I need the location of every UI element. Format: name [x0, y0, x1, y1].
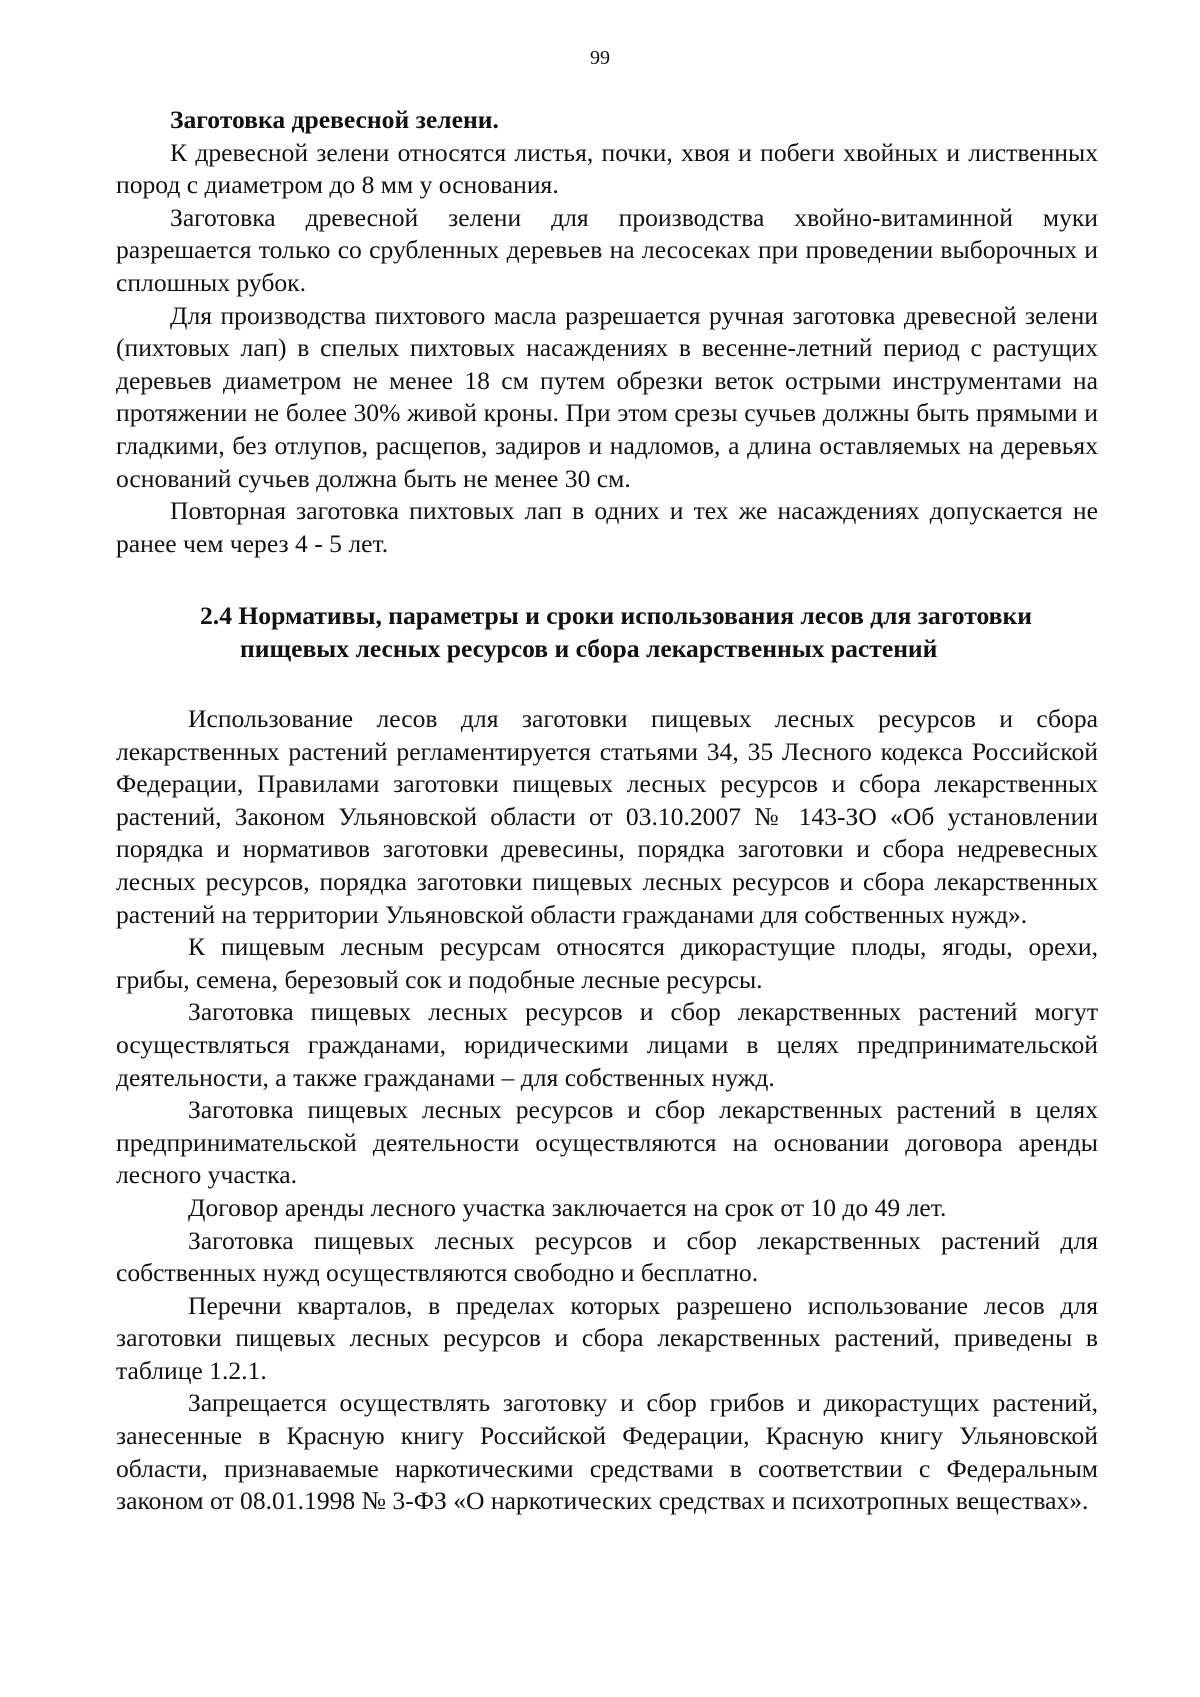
- paragraph: Заготовка древесной зелени для производства хвойно-витаминной муки разрешается только со срубленных деревьев на лесосеках при проведении выборочных и сплошных рубок.: [116, 202, 1098, 297]
- paragraph: К древесной зелени относятся листья, почки, хвоя и побеги хвойных и лиственных пород с диаметром до 8 мм у основания.: [116, 137, 1098, 200]
- section-heading-line: пищевых лесных ресурсов и сбора лекарственных растений: [240, 633, 938, 663]
- paragraph: Для производства пихтового масла разрешается ручная заготовка древесной зелени (пихтовых лап) в спелых пихтовых насаждениях в весенне-летний период с растущих деревьев диаметром не менее 18 см путем обрезки веток острыми инструментами на протяжении не более 30% живой кроны. При этом срезы сучьев должны быть прямыми и гладкими, без отлупов, расщепов, задиров и надломов, а длина оставляемых на деревьях оснований сучьев должна быть не менее 30 см.: [116, 300, 1098, 493]
- page-number: 99: [590, 47, 610, 69]
- paragraph: Договор аренды лесного участка заключается на срок от 10 до 49 лет.: [188, 1192, 947, 1222]
- section-body: [116, 703, 1098, 1518]
- section-heading: [116, 600, 1098, 665]
- paragraph: Заготовка пищевых лесных ресурсов и сбор лекарственных растений в целях предпринимательской деятельности осуществляются на основании договора аренды лесного участка.: [116, 1095, 1098, 1190]
- section-wood-greenery: [116, 104, 1098, 560]
- paragraph: Перечни кварталов, в пределах которых разрешено использование лесов для заготовки пищевых лесных ресурсов и сбора лекарственных растений, приведены в таблице 1.2.1.: [116, 1290, 1098, 1385]
- paragraph: Заготовка пищевых лесных ресурсов и сбор лекарственных растений могут осуществляться гражданами, юридическими лицами в целях предпринимательской деятельности, а также гражданами – для собственных нужд.: [116, 997, 1098, 1092]
- section-heading-line: 2.4 Нормативы, параметры и сроки использования лесов для заготовки: [200, 601, 1032, 630]
- paragraph: Запрещается осуществлять заготовку и сбор грибов и дикорастущих растений, занесенные в Красную книгу Российской Федерации, Красную книгу Ульяновской области, признаваемые наркотическими средствами в соответствии с Федеральным законом от 08.01.1998 № 3-ФЗ «О наркотических средствах и психотропных веществах».: [116, 1388, 1098, 1516]
- paragraph: Повторная заготовка пихтовых лап в одних и тех же насаждениях допускается не ранее чем через 4 - 5 лет.: [116, 496, 1098, 558]
- paragraph: К пищевым лесным ресурсам относятся дикорастущие плоды, ягоды, орехи, грибы, семена, березовый сок и подобные лесные ресурсы.: [116, 932, 1098, 994]
- paragraph: Использование лесов для заготовки пищевых лесных ресурсов и сбора лекарственных растений регламентируется статьями 34, 35 Лесного кодекса Российской Федерации, Правилами заготовки пищевых лесных ресурсов и сбора лекарственных растений, Законом Ульяновской области от 03.10.2007 № 143-ЗО «Об установлении порядка и нормативов заготовки древесины, порядка заготовки и сбора недревесных лесных ресурсов, порядка заготовки пищевых лесных ресурсов и сбора лекарственных растений на территории Ульяновской области гражданами для собственных нужд».: [116, 704, 1098, 929]
- paragraph: Заготовка пищевых лесных ресурсов и сбор лекарственных растений для собственных нужд осуществляются свободно и бесплатно.: [116, 1225, 1098, 1288]
- subsection-heading: Заготовка древесной зелени.: [170, 105, 499, 134]
